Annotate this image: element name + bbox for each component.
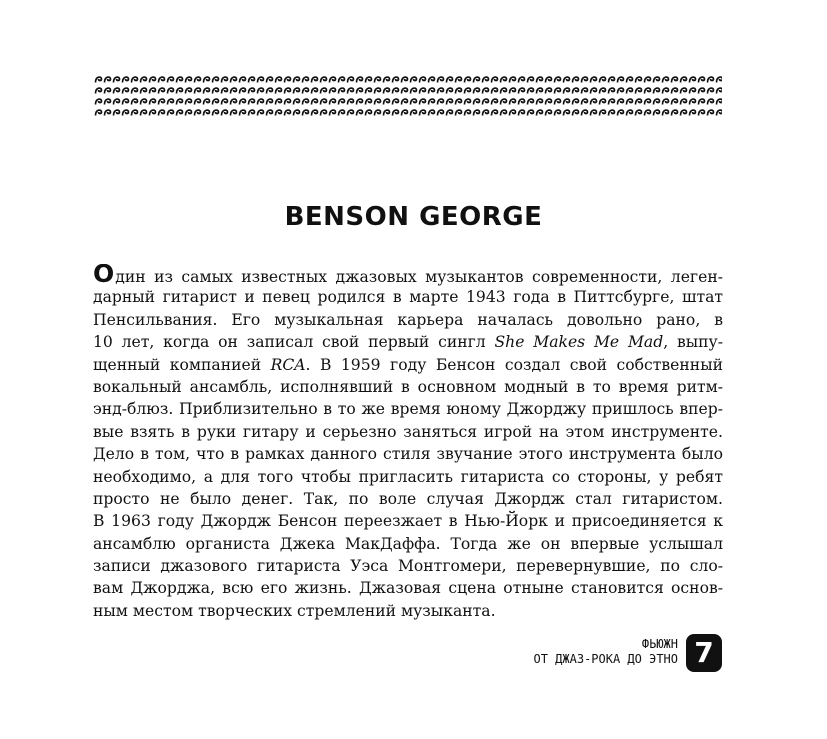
text-span: ансамблю органиста Джека МакДаффа. Тогда же он впервые услышал [93,534,723,553]
text-line [93,510,723,532]
footer-section: ФЬЮЖН [641,637,678,651]
text-line [93,376,723,398]
text-line [93,398,723,420]
text-line [93,421,723,443]
italic-title: RCA [270,355,306,374]
text-line [93,264,723,286]
text-span: Дело в том, что в рамках данного стиля звучание этого инструмента было [93,445,723,464]
text-span: дин из самых известных джазовых музыкантов современности, леген- [115,268,723,286]
page-number: 7 [686,634,722,672]
text-span: вокальный ансамбль, исполнявший в основном модный в то время ритм- [93,377,723,396]
footer-subtitle: ОТ ДЖАЗ-РОКА ДО ЭТНО [533,652,678,666]
text-span: ным местом творческих стремлений музыканта. [93,601,496,620]
page-title: BENSON GEORGE [284,202,543,232]
text-line [93,577,723,599]
text-line [93,286,723,308]
drop-cap: О [93,264,115,287]
text-line [93,309,723,331]
text-span: вам Джорджа, всю его жизнь. Джазовая сцена отныне становится основ- [93,579,723,598]
text-span: Пенсильвания. Его музыкальная карьера началась довольно рано, в [93,310,723,329]
text-span: . В 1959 году Бенсон создал свой собственный [305,355,723,374]
text-span: щенный компанией [93,355,271,374]
text-span: В 1963 году Джордж Бенсон переезжает в Нью-Йорк и присоединяется к [93,512,723,531]
text-span: 10 лет, когда он записал свой первый сингл [93,333,495,352]
text-span: энд-блюз. Приблизительно в то же время юному Джорджу пришлось впер- [93,400,723,419]
italic-title: She Makes Me Mad [494,333,664,352]
text-line [93,466,723,488]
ornamental-border [94,73,722,117]
text-line [93,488,723,510]
text-line [93,331,723,353]
article-body [93,264,723,622]
text-span: , выпу- [663,333,723,352]
text-span: дарный гитарист и певец родился в марте 1943 года в Питтсбурге, штат [93,288,723,307]
text-span: вые взять в руки гитару и серьезно заняться игрой на этом инструменте. [93,422,723,441]
text-line [93,443,723,465]
text-span: необходимо, а для того чтобы пригласить гитариста со стороны, у ребят [93,467,723,486]
text-line [93,555,723,577]
page-footer [462,634,722,672]
text-span: просто не было денег. Так, по воле случая Джордж стал гитаристом. [93,489,723,508]
running-footer [534,637,679,667]
text-span: записи джазового гитариста Уэса Монтгомери, перевернувшие, по сло- [93,557,723,576]
text-line [93,600,723,622]
text-line [93,354,723,376]
text-line [93,533,723,555]
